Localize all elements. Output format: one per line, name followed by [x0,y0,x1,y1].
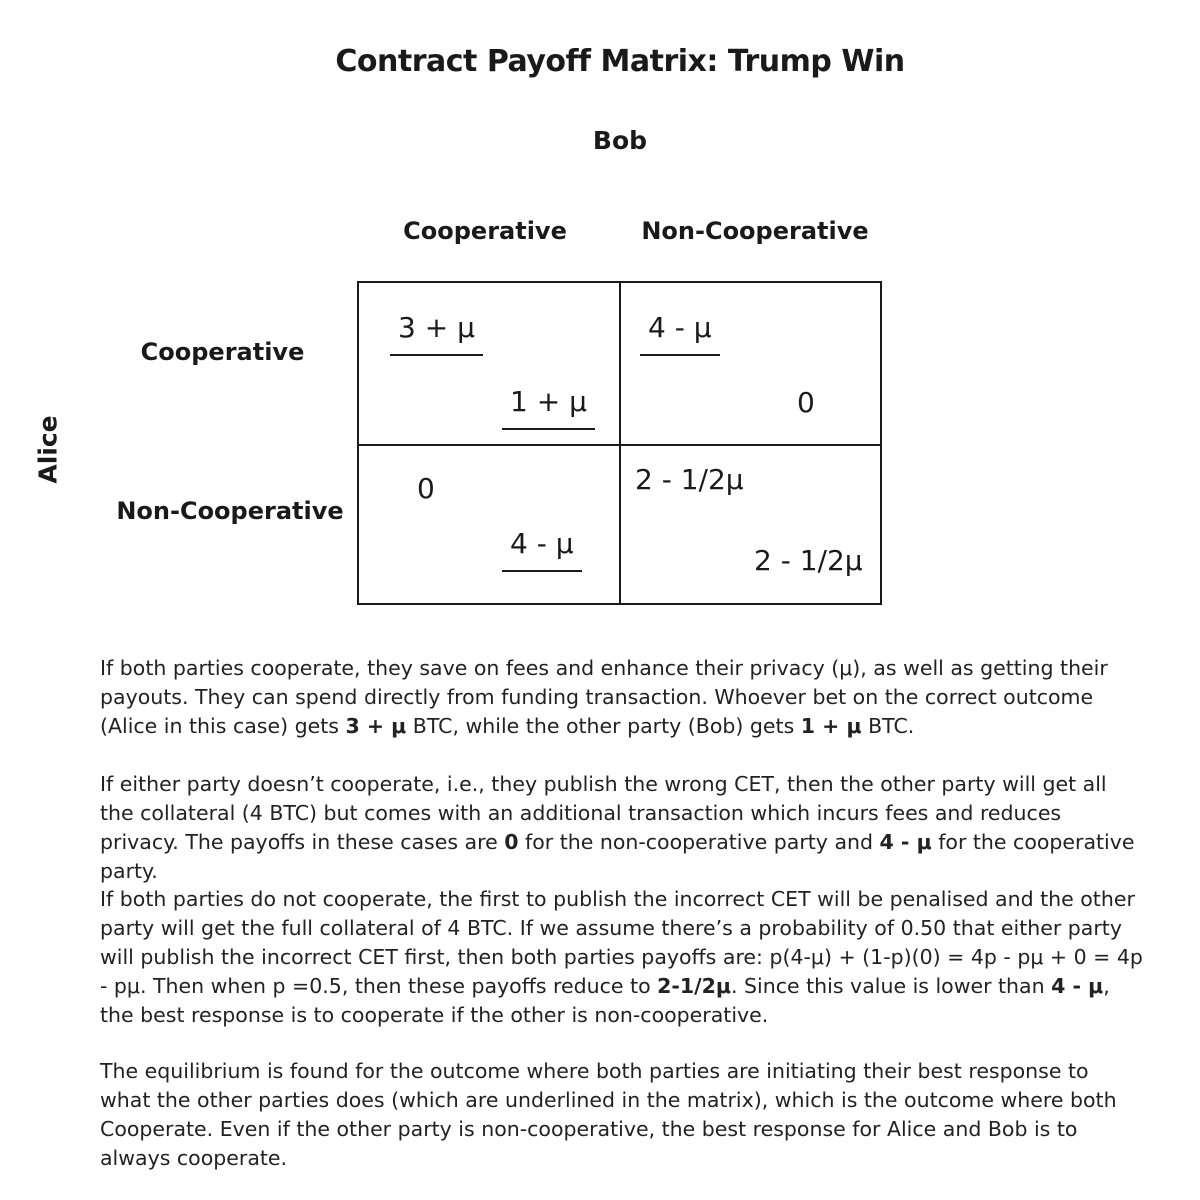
matrix-title: Contract Payoff Matrix: Trump Win [335,44,905,79]
column-header-cooperative: Cooperative [403,217,567,245]
payoff-nc-alice: 0 [417,472,435,505]
payoff-cc-alice: 3 + μ [390,311,483,356]
payoff-matrix [357,281,882,605]
explanation-paragraph-4: The equilibrium is found for the outcome where both parties are initiating their best response to what the other parties does (which are underlined in the matrix), which is the outcome where both Cooperate. Even if the other party is non-cooperative, the best response for Alice and Bob is to always cooperate. [100,1059,1117,1170]
explanation-paragraph-1: If both parties cooperate, they save on fees and enhance their privacy (μ), as well as getting their payouts. They can spend directly from funding transaction. Whoever bet on the correct outcome (Alice in this case) gets 3 + μ BTC, while the other party (Bob) gets 1 + μ BTC. [100,656,1108,738]
payoff-cn-bob: 0 [797,386,815,419]
payoff-cc-bob: 1 + μ [502,385,595,430]
row-header-cooperative: Cooperative [140,338,305,366]
payoff-nn-bob: 2 - 1/2μ [754,544,863,577]
row-header-non-cooperative: Non-Cooperative [116,497,344,525]
column-player-label: Bob [592,126,648,155]
payoff-nc-bob: 4 - μ [502,527,582,572]
payoff-cn-alice: 4 - μ [640,311,720,356]
explanation-paragraph-2: If either party doesn’t cooperate, i.e., they publish the wrong CET, then the other party will get all the collateral (4 BTC) but comes with an additional transaction which incurs fees and reduces privacy. The payoffs in these cases are 0 for the non-cooperative party and 4 - μ for the cooperative party. [100,772,1135,883]
payoff-nn-alice: 2 - 1/2μ [635,463,744,496]
column-header-non-cooperative: Non-Cooperative [641,217,869,245]
explanation-paragraph-3: If both parties do not cooperate, the first to publish the incorrect CET will be penalised and the other party will get the full collateral of 4 BTC. If we assume there’s a probability of 0.50 that either party will publish the incorrect CET first, then both parties payoffs are: p(4-μ) + (1-p)(0) = 4p - pμ + 0 = 4p - pμ. Then when p =0.5, then these payoffs reduce to 2-1/2μ. Since this value is lower than 4 - μ, the best response is to cooperate if the other is non-cooperative. [100,887,1143,1027]
row-player-label: Alice [33,415,63,484]
